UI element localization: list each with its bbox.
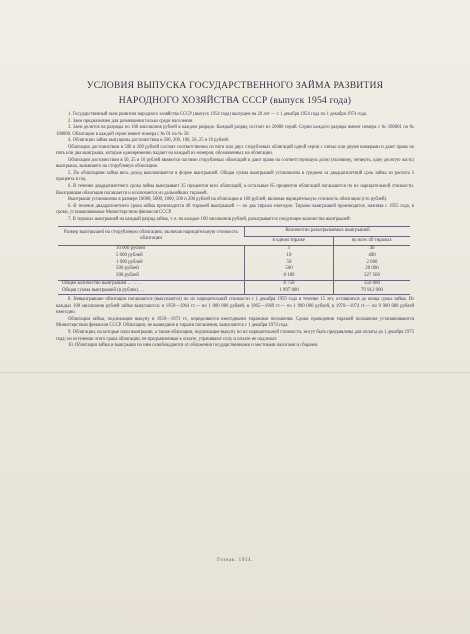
total-sum-label: Общая сумма выигрышей (в рублях). . . . <box>58 288 245 295</box>
clause: Облигации достоинством в 500 и 200 рублей состоят соответственно из пяти или двух сторублевых облигаций одной серии с пятью или двумя номерами и дают право на пять или два выигрыша, которые одновременно падают на каждый из номеров, обозначенных на облигации. <box>56 144 414 157</box>
all-draws-count: 40 <box>334 246 411 253</box>
clause: 2. Заем предназначен для размещения только среди населения. <box>68 118 194 124</box>
all-draws-count: 20 000 <box>334 266 411 273</box>
clause: Облигации достоинством в 50, 25 и 10 рублей являются частями сторублевых облигаций и дают право на соответствующую долю (половину, четверть, одну десятую часть) выигрыша, выпавшего на сторублевую облигацию. <box>56 157 414 170</box>
total-sum-all-draws: 79 912 000 <box>334 288 411 295</box>
clause: Выигрыши установлены в размере 10000, 5000, 1000, 500 и 200 рублей на облигацию в 100 рублей, включая нарицательную стоимость облигации (сто рублей). <box>68 197 388 203</box>
table-header-one-draw: в одном тираже <box>245 236 334 246</box>
one-draw-count: 8 189 <box>245 273 334 280</box>
clause: 6. В течение двадцатилетнего срока займа производится 40 тиражей выигрышей — по два тиража ежегодно. Тиражи выигрышей производятся, начиная с 1955 года, в сроки, устанавливаемые Министерством финансов СССР. <box>56 203 414 216</box>
total-sum-one-draw: 1 997 800 <box>245 288 334 295</box>
total-count-label: Общее количество выигрышей . . . . . . <box>58 280 245 287</box>
clause: 3. Заем делится на разряды по 100 миллионов рублей в каждом разряде. Каждый разряд состоит из 20000 серий. Серии каждого разряда имеют номера с № 160001 по № 180000. Облигации в каждой серии имеют номера с № 01 по № 50. <box>56 125 414 137</box>
all-draws-count: 400 <box>334 253 411 260</box>
all-draws-count: 2 000 <box>334 260 411 267</box>
printer-imprint: Гознак. 1954. <box>217 558 253 563</box>
prize-amount: 5 000 рублей <box>116 253 143 258</box>
clause: 4. Облигации займа выпущены достоинством в 500, 200, 100, 50, 25 и 10 рублей. <box>68 138 230 144</box>
clause: 9. Облигации, на которые пали выигрыши, а также облигации, подлежащие выкупу по их нарицательной стоимости, могут быть предъявлены для оплаты до 1 декабря 1975 года; по истечении этого срока облигации, не предъявленные к оплате, утрачивают силу и оплате не подлежат. <box>56 329 414 342</box>
total-count-all-draws: 350 000 <box>334 280 411 287</box>
clause: 8. Невыигравшие облигации погашаются (выкупаются) по их нарицательной стоимости с 1 декабря 1959 года в течение 15 лет, оставшихся до конца срока займа. Из каждых 100 миллионов рублей займа выкупаются: в 1959—1964 гг.— по 1 000 000 рублей, в 1965—1969 гг.— по 1 900 000 рублей, в 1970—1974 гг.— по 9 900 000 рублей ежегодно. <box>56 297 414 316</box>
clause: 1. Государственный заем развития народного хозяйства СССР (выпуск 1954 года) выпущен на 20 лет — с 1 декабря 1954 года по 1 декабря 1974 года. <box>68 112 368 117</box>
clause: 5. По облигациям займа весь доход выплачивается в форме выигрышей. Общая сумма выигрышей установлена в среднем за двадцатилетний срок займа из расчета 3 процента в год. <box>56 170 414 183</box>
total-count-one-draw: 8 750 <box>245 280 334 287</box>
table-header-prize: Размер выигрышей на сторублевую облигацию, включая нарицательную стоимость облигации <box>58 227 245 246</box>
one-draw-count: 500 <box>245 266 334 273</box>
table-header-count: Количество разыгрываемых выигрышей <box>245 227 411 237</box>
prize-amount: 10 000 рублей <box>116 246 146 252</box>
one-draw-count: 50 <box>245 260 334 267</box>
one-draw-count: 10 <box>245 253 334 260</box>
document-title: УСЛОВИЯ ВЫПУСКА ГОСУДАРСТВЕННОГО ЗАЙМА РАЗВИТИЯ <box>86 80 384 91</box>
prize-amount: 1 000 рублей <box>116 259 143 265</box>
prize-amount: 500 рублей <box>116 266 139 272</box>
paper-fold-line <box>0 372 470 373</box>
prize-distribution-table <box>58 226 410 295</box>
clause: 6. В течение двадцатилетнего срока займа выигрывает 35 процентов всех облигаций, а остальные 65 процентов облигаций погашаются по их нарицательной стоимости. Выигравшая облигация погашается и исключается из дальнейших тиражей. <box>56 184 414 196</box>
prize-amount: 200 рублей <box>116 273 139 279</box>
document-title-line2: НАРОДНОГО ХОЗЯЙСТВА СССР (выпуск 1954 года) <box>118 95 352 106</box>
table-header-all-draws: во всех 40 тиражах <box>334 236 411 246</box>
all-draws-count: 327 560 <box>334 273 411 280</box>
clause: 7. В тиражах выигрышей на каждый разряд займа, т. е. на каждые 100 миллионов рублей, разыгрывается следующее количество выигрышей: <box>68 216 351 222</box>
one-draw-count: 1 <box>245 246 334 253</box>
clause: 10. Облигации займа и выигрыши по ним освобождаются от обложения государственными и местными налогами и сборами. <box>68 343 319 349</box>
conditions-text-block <box>56 80 414 350</box>
clause: Облигации займа, подлежащие выкупу в 1959—1973 гг., определяются ежегодными тиражами погашения. Сроки проведения тиражей погашения устанавливаются Министерством финансов СССР. Облигации, не вышедшие в тиражи погашения, выкупаются с 1 декабря 1974 года. <box>56 316 414 329</box>
